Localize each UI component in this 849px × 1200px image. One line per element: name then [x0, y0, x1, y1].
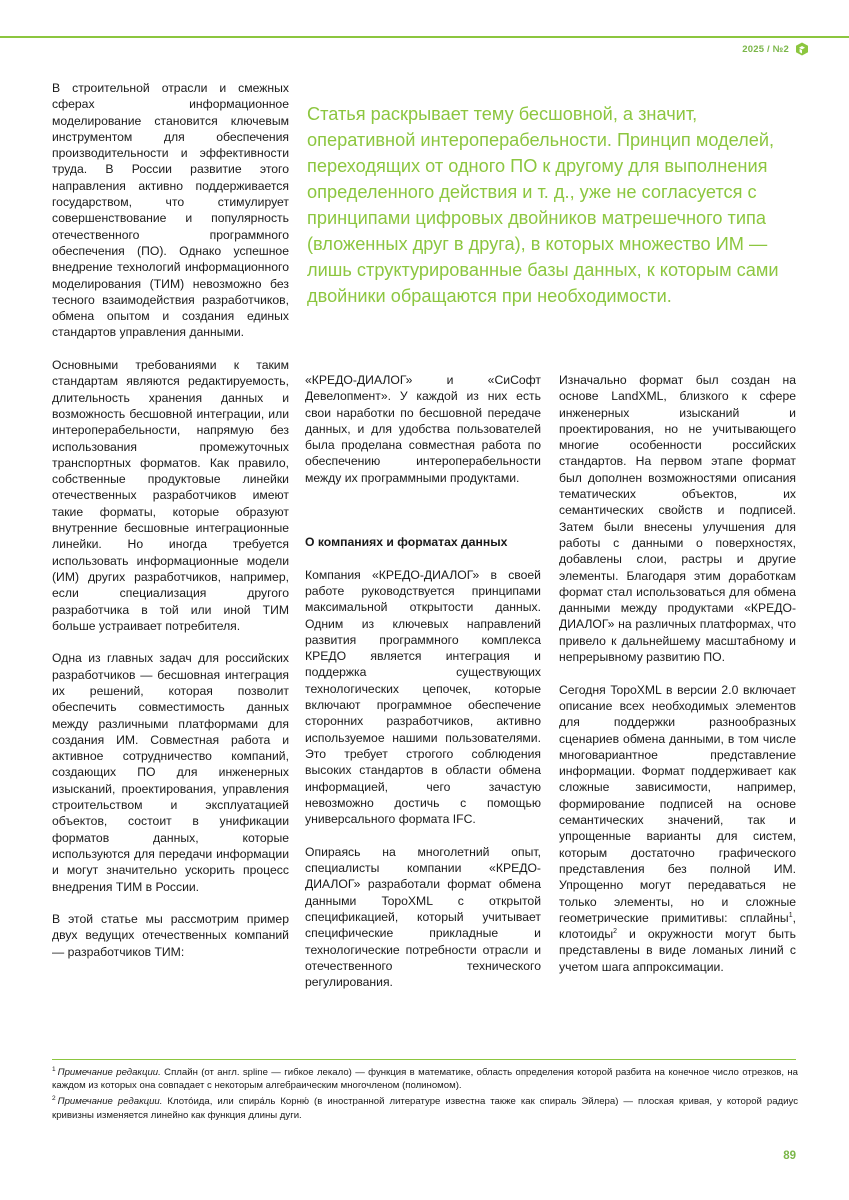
- paragraph: Основными требованиями к таким стандартам являются редактируемость, длительность хранения данных и возможность бесшовной интеграции, или интероперабельности, напрямую без использования промежуточных транспортных форматов. Как правило, собственные продуктовые линейки отечественных разработчиков имеют такие форматы, которые образуют внутренние бесшовные интеграционные линейки. Но иногда требуется использовать информационные модели (ИМ) других разработчиков, например, если специализация другого разработчика в той или иной ТИМ больше устраивает потребителя.: [52, 358, 289, 633]
- paragraph: Компания «КРЕДО-ДИАЛОГ» в своей работе руководствуется принципами максимальной открытости данных. Одним из ключевых направлений развития программного комплекса КРЕДО является интеграция и поддержка существующих технологических цепочек, которые включают программное обеспечение сторонних разработчиков, активно используемое нашими пользователями. Это требует строгого соблюдения высоких стандартов в области обмена информацией, чего зачастую невозможно достичь с помощью универсального формата IFC.: [305, 567, 541, 827]
- footnote-label: Примечание редакции.: [57, 1096, 163, 1108]
- paragraph-text: и окружности могут быть представлены в виде ломаных линий с учетом шага аппроксимации.: [559, 927, 796, 974]
- footnote-text: Клото́ида, или спира́ль Корню́ (в иностранной литературе известна также как спираль Эйлера) — плоская кривая, у которой радиус кривизны изменяется линейно как функция длины дуги.: [52, 1096, 798, 1121]
- footnote-ref-2[interactable]: 2: [613, 928, 618, 936]
- page-number: 89: [783, 1150, 796, 1162]
- issue-number: 2025 / №2: [742, 43, 789, 55]
- paragraph: Опираясь на многолетний опыт, специалисты компании «КРЕДО-ДИАЛОГ» разработали формат обмена данными TopoXML с открытой спецификацией, который учитывает специфические прикладные и технологические потребности отрасли и отечественного технического регулирования.: [305, 844, 541, 990]
- footnotes: [52, 1066, 798, 1125]
- footnote-ref-1[interactable]: 1: [788, 911, 793, 919]
- paragraph: Изначально формат был создан на основе LandXML, близкого к сфере инженерных изысканий и проектирования, но не учитывающего многие особенности российских стандартов. На первом этапе формат был дополнен возможностями описания тематических объектов, их семантических свойств и подписей. Затем были внесены улучшения для работы с данными о поверхностях, добавлены слои, растры и другие элементы. Благодаря этим доработкам формат стал использоваться для обмена данными между продуктами «КРЕДО-ДИАЛОГ» на различных платформах, что привело к дальнейшему масштабному и непрерывному развитию ПО.: [559, 373, 796, 665]
- paragraph-text: Сегодня TopoXML в версии 2.0 включает описание всех необходимых элементов для поддержки разнообразных сценариев обмена данными, в том числе многовариантное представление информации. Формат поддерживает как сложные зависимости, например, формирование подписей на основе семантических значений, так и упрощенные варианты для систем, которым достаточно графического представления без полной ИМ. Упрощенно могут передаваться не только элементы, но и сложные геометрические примитивы: сплайны: [559, 682, 796, 925]
- footnote-1: [52, 1066, 798, 1092]
- paragraph: [559, 682, 796, 975]
- footnote-mark: 2: [52, 1095, 56, 1103]
- footnote-rule: [52, 1059, 796, 1060]
- paragraph: Одна из главных задач для российских разработчиков — бесшовная интеграция их решений, которая позволит обеспечить совместимость данных между различными платформами для создания ИМ. Совместная работа и активное сотрудничество компаний, создающих ПО для инженерных изысканий, проектирования, управления строительством и эксплуатацией объектов, состоит в унификации форматов данных, которые используются для передачи информации и могут значительно ускорить процесс внедрения ТИМ в России.: [52, 651, 289, 894]
- header-rule: [0, 36, 849, 38]
- paragraph: В строительной отрасли и смежных сферах информационное моделирование становится ключевым инструментом для обеспечения производительности и эффективности труда. В России развитие этого направления активно поддерживается государством, что стимулирует совершенствование и популярность отечественного программного обеспечения (ПО). Однако успешное внедрение технологий информационного моделирования (ТИМ) невозможно без тесного взаимодействия разработчиков, обмена опытом и создания единых стандартов управления данными.: [52, 81, 289, 340]
- paragraph: «КРЕДО-ДИАЛОГ» и «СиСофт Девелопмент». У каждой из них есть свои наработки по бесшовной передаче данных, и для удобства пользователей была проделана совместная работа по обеспечению интероперабельности между их программными продуктами.: [305, 373, 541, 485]
- footnote-2: [52, 1095, 798, 1121]
- column-3: [559, 372, 796, 975]
- cube-logo-icon: [795, 42, 809, 56]
- column-1: [52, 80, 289, 960]
- paragraph: В этой статье мы рассмотрим пример двух ведущих отечественных компаний — разработчиков ТИМ:: [52, 912, 289, 959]
- footnote-label: Примечание редакции.: [57, 1067, 161, 1078]
- section-heading: О компаниях и форматах данных: [305, 535, 508, 550]
- paragraph-text: , клотоиды: [559, 910, 796, 942]
- pull-quote: Статья раскрывает тему бесшовной, а значит, оперативной интероперабельности. Принцип моделей, переходящих от одного ПО к другому для выполнения определенного действия и т. д., уже не согласуется с принципами цифровых двойников матрешечного типа (вложенных друг в друга), в которых множество ИМ — лишь структурированные базы данных, к которым сами двойники обращаются при необходимости.: [307, 104, 779, 306]
- footnote-mark: 1: [52, 1065, 56, 1073]
- issue-label: [742, 42, 809, 56]
- column-2: [305, 372, 541, 990]
- footnote-text: Сплайн (от англ. spline — гибкое лекало) — функция в математике, область определения которой разбита на конечное число отрезков, на каждом из которых она совпадает с некоторым алгебраическим многочленом (полиномом).: [52, 1067, 798, 1092]
